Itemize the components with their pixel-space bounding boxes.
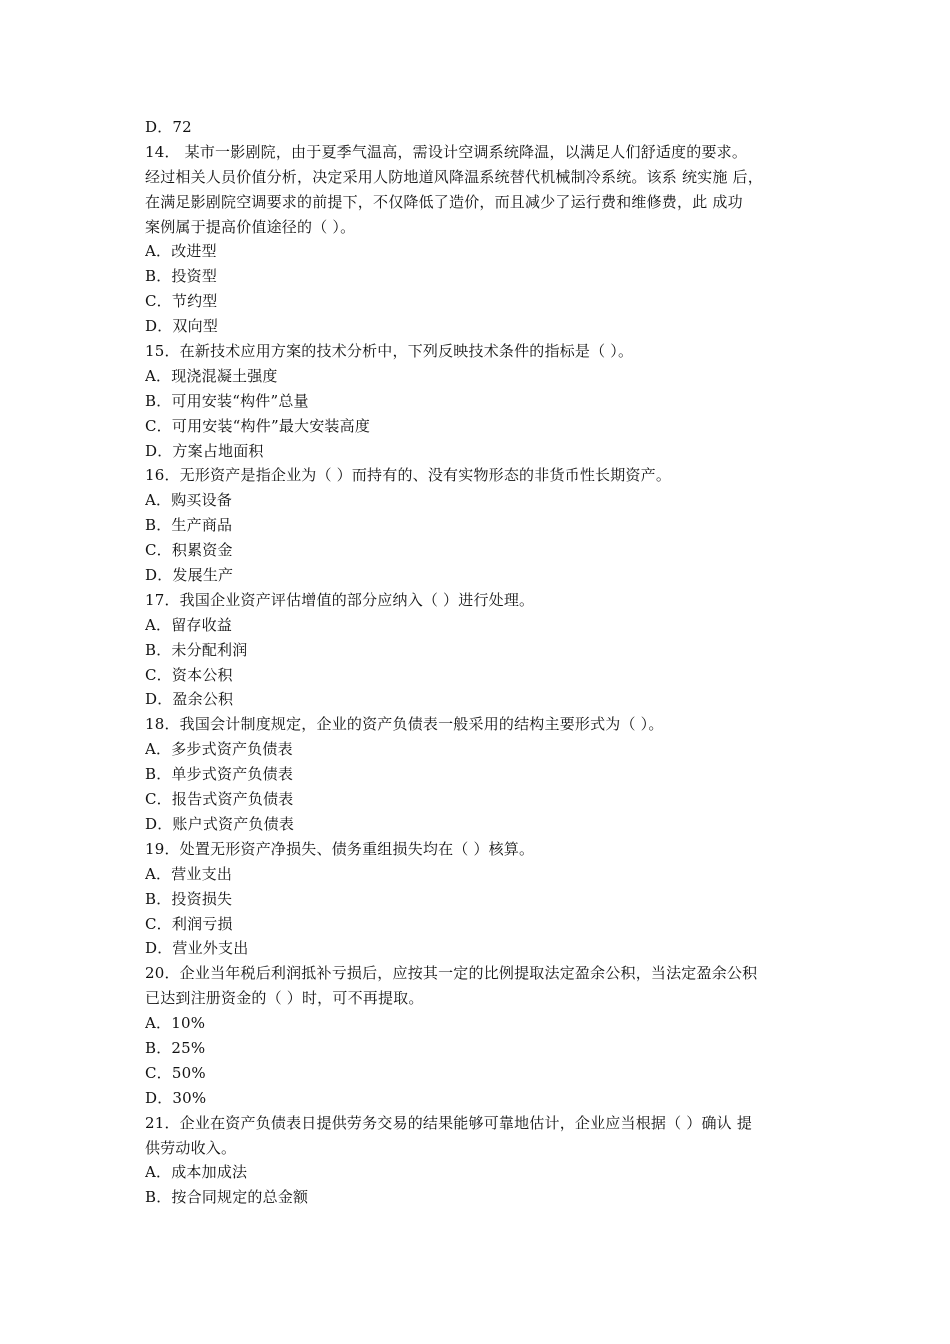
option-b: B．投资损失 — [145, 889, 233, 908]
option-c: C．积累资金 — [145, 541, 233, 560]
question-stem-line: 供劳动收入。 — [145, 1138, 237, 1157]
question-20 — [145, 961, 815, 1110]
option-a: A．10% — [145, 1014, 206, 1033]
option-d: D．30% — [145, 1088, 207, 1107]
question-list — [145, 115, 815, 1210]
option-c: C．节约型 — [145, 292, 218, 311]
question-stem-line: 21．企业在资产负债表日提供劳务交易的结果能够可靠地估计，企业应当根据（ ）确认 提 — [145, 1113, 753, 1132]
option-c: C．利润亏损 — [145, 914, 233, 933]
option-a: A．多步式资产负债表 — [145, 740, 293, 759]
option-a: A．购买设备 — [145, 491, 233, 510]
option-c: C．资本公积 — [145, 665, 233, 684]
question-stem-line: 14． 某市一影剧院，由于夏季气温高，需设计空调系统降温，以满足人们舒适度的要求。 — [145, 142, 748, 161]
option-b: B．25% — [145, 1038, 206, 1057]
option-b: B．投资型 — [145, 267, 218, 286]
question-stem-line: 已达到注册资金的（ ）时，可不再提取。 — [145, 989, 424, 1008]
option-b: B．未分配利润 — [145, 640, 248, 659]
question-stem-line: 19．处置无形资产净损失、债务重组损失均在（ ）核算。 — [145, 839, 535, 858]
question-stem-line: 经过相关人员价值分析，决定采用人防地道风降温系统替代机械制冷系统。该系 统实施 后， — [145, 167, 763, 186]
option-b: B．可用安装“构件”总量 — [145, 391, 309, 410]
question-19 — [145, 837, 815, 961]
option-b: B．按合同规定的总金额 — [145, 1188, 309, 1207]
option-a: A．留存收益 — [145, 615, 233, 634]
option-a: A．改进型 — [145, 242, 217, 261]
question-stem-line: 在满足影剧院空调要求的前提下，不仅降低了造价，而且减少了运行费和维修费，此 成功 — [145, 192, 743, 211]
option-d: D．双向型 — [145, 317, 219, 336]
question-stem-line: 17．我国企业资产评估增值的部分应纳入（ ）进行处理。 — [145, 590, 535, 609]
question-14 — [145, 140, 815, 339]
option-c: C．50% — [145, 1063, 206, 1082]
option-a: A．营业支出 — [145, 864, 233, 883]
option-d: D．盈余公积 — [145, 690, 234, 709]
question-stem-line: 15．在新技术应用方案的技术分析中，下列反映技术条件的指标是（ ）。 — [145, 342, 634, 361]
option-d: D．72 — [145, 118, 192, 136]
question-16 — [145, 463, 815, 587]
option-a: A．现浇混凝土强度 — [145, 366, 278, 385]
option-a: A．成本加成法 — [145, 1163, 248, 1182]
question-stem-line: 20．企业当年税后利润抵补亏损后，应按其一定的比例提取法定盈余公积，当法定盈余公积 — [145, 964, 758, 983]
question-stem-line: 18．我国会计制度规定，企业的资产负债表一般采用的结构主要形式为（ ）。 — [145, 715, 664, 734]
option-b: B．生产商品 — [145, 516, 233, 535]
question-stem-line: 16．无形资产是指企业为（ ）而持有的、没有实物形态的非货币性长期资产。 — [145, 466, 672, 485]
option-d: D．营业外支出 — [145, 939, 249, 958]
option-b: B．单步式资产负债表 — [145, 765, 294, 784]
question-15 — [145, 339, 815, 463]
question-stem-line: 案例属于提高价值途径的（ ）。 — [145, 217, 356, 236]
option-d: D．账户式资产负债表 — [145, 814, 295, 833]
option-c: C．报告式资产负债表 — [145, 790, 294, 809]
question-18 — [145, 712, 815, 836]
question-21 — [145, 1111, 815, 1211]
option-d: D．发展生产 — [145, 566, 234, 585]
option-c: C．可用安装“构件”最大安装高度 — [145, 416, 371, 435]
question-17 — [145, 588, 815, 712]
option-d: D．方案占地面积 — [145, 441, 264, 460]
